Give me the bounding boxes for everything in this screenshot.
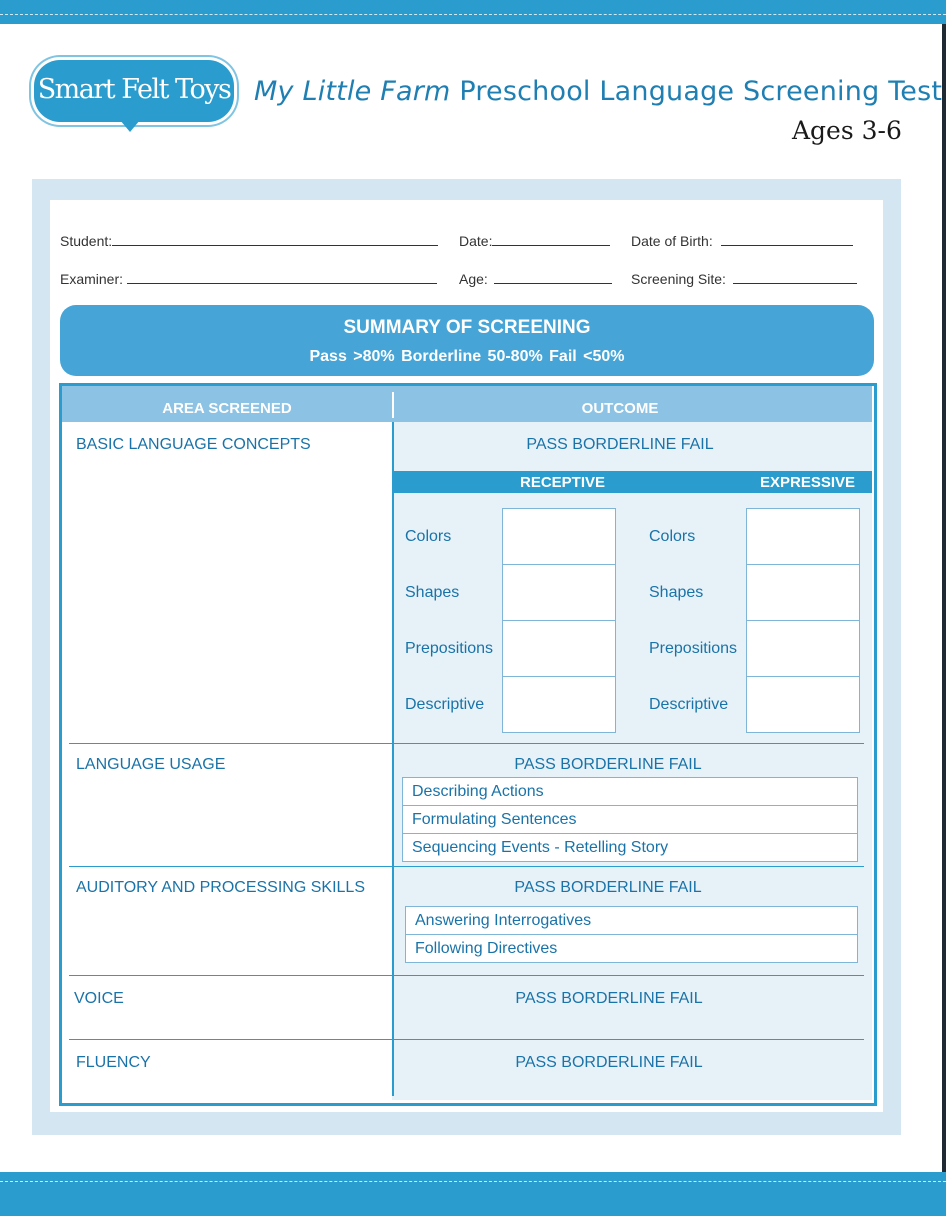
receptive-colors-label: Colors bbox=[405, 528, 452, 545]
expressive-prepositions-label: Prepositions bbox=[649, 640, 738, 657]
receptive-descriptive-label: Descriptive bbox=[405, 696, 485, 713]
outcome-options-fluency[interactable]: PASS BORDERLINE FAIL bbox=[515, 1054, 703, 1071]
age-label: Age: bbox=[459, 271, 488, 287]
area-voice: VOICE bbox=[74, 990, 124, 1007]
page-title bbox=[254, 76, 942, 107]
outcome-options-voice[interactable]: PASS BORDERLINE FAIL bbox=[515, 990, 703, 1007]
row-divider bbox=[69, 1039, 864, 1040]
title-italic: My Little Farm bbox=[254, 76, 451, 107]
expressive-colors-box[interactable] bbox=[746, 508, 860, 565]
summary-criteria: Pass >80% Borderline 50-80% Fail <50% bbox=[309, 348, 625, 365]
expressive-descriptive-box[interactable] bbox=[746, 676, 860, 733]
expressive-prepositions-box[interactable] bbox=[746, 620, 860, 677]
examiner-field[interactable] bbox=[60, 271, 437, 287]
expressive-label: EXPRESSIVE bbox=[760, 474, 856, 491]
list-item[interactable]: Sequencing Events - Retelling Story bbox=[412, 839, 669, 856]
brand-logo bbox=[34, 60, 234, 122]
outcome-options-auditory[interactable]: PASS BORDERLINE FAIL bbox=[514, 879, 702, 896]
student-field[interactable] bbox=[60, 233, 438, 249]
row-divider bbox=[69, 975, 864, 976]
date-field[interactable] bbox=[459, 233, 610, 249]
expressive-colors-label: Colors bbox=[649, 528, 696, 545]
outcome-options-usage[interactable]: PASS BORDERLINE FAIL bbox=[514, 756, 702, 773]
receptive-shapes-label: Shapes bbox=[405, 584, 460, 601]
outcome-options-basic[interactable]: PASS BORDERLINE FAIL bbox=[526, 436, 714, 453]
row-divider bbox=[69, 866, 864, 867]
dob-label: Date of Birth: bbox=[631, 233, 713, 249]
logo-text: Smart Felt Toys bbox=[37, 74, 231, 105]
receptive-label: RECEPTIVE bbox=[520, 474, 606, 491]
list-item[interactable]: Answering Interrogatives bbox=[406, 907, 857, 935]
language-usage-items bbox=[402, 777, 858, 862]
site-label: Screening Site: bbox=[631, 271, 726, 287]
age-field[interactable] bbox=[459, 271, 612, 287]
date-label: Date: bbox=[459, 233, 493, 249]
receptive-colors-box[interactable] bbox=[502, 508, 616, 565]
area-auditory-processing: AUDITORY AND PROCESSING SKILLS bbox=[76, 879, 365, 896]
auditory-items bbox=[405, 906, 858, 963]
summary-title: SUMMARY OF SCREENING bbox=[343, 317, 591, 338]
area-language-usage: LANGUAGE USAGE bbox=[76, 756, 226, 773]
receptive-expressive-band bbox=[394, 471, 872, 493]
list-item[interactable]: Following Directives bbox=[415, 940, 558, 957]
header-divider bbox=[392, 392, 394, 418]
receptive-shapes-box[interactable] bbox=[502, 564, 616, 621]
area-basic-language: BASIC LANGUAGE CONCEPTS bbox=[76, 436, 311, 453]
age-range: Ages 3-6 bbox=[792, 116, 902, 145]
list-item[interactable]: Describing Actions bbox=[403, 778, 857, 806]
expressive-descriptive-label: Descriptive bbox=[649, 696, 729, 713]
top-bar bbox=[0, 0, 946, 24]
examiner-label: Examiner: bbox=[60, 271, 124, 287]
summary-banner bbox=[60, 305, 874, 376]
student-label: Student: bbox=[60, 233, 113, 249]
outcome-header: OUTCOME bbox=[581, 400, 659, 417]
row-divider bbox=[69, 743, 864, 744]
site-field[interactable] bbox=[631, 271, 857, 287]
area-screened-header: AREA SCREENED bbox=[162, 400, 292, 417]
receptive-descriptive-box[interactable] bbox=[502, 676, 616, 733]
expressive-shapes-box[interactable] bbox=[746, 564, 860, 621]
title-rest: Preschool Language Screening Test bbox=[450, 76, 943, 107]
area-fluency: FLUENCY bbox=[76, 1054, 151, 1071]
receptive-prepositions-box[interactable] bbox=[502, 620, 616, 677]
dob-field[interactable] bbox=[631, 233, 853, 249]
list-item[interactable]: Formulating Sentences bbox=[403, 806, 857, 834]
expressive-shapes-label: Shapes bbox=[649, 584, 704, 601]
page-edge bbox=[942, 24, 946, 1174]
receptive-prepositions-label: Prepositions bbox=[405, 640, 494, 657]
bottom-bar bbox=[0, 1172, 946, 1216]
